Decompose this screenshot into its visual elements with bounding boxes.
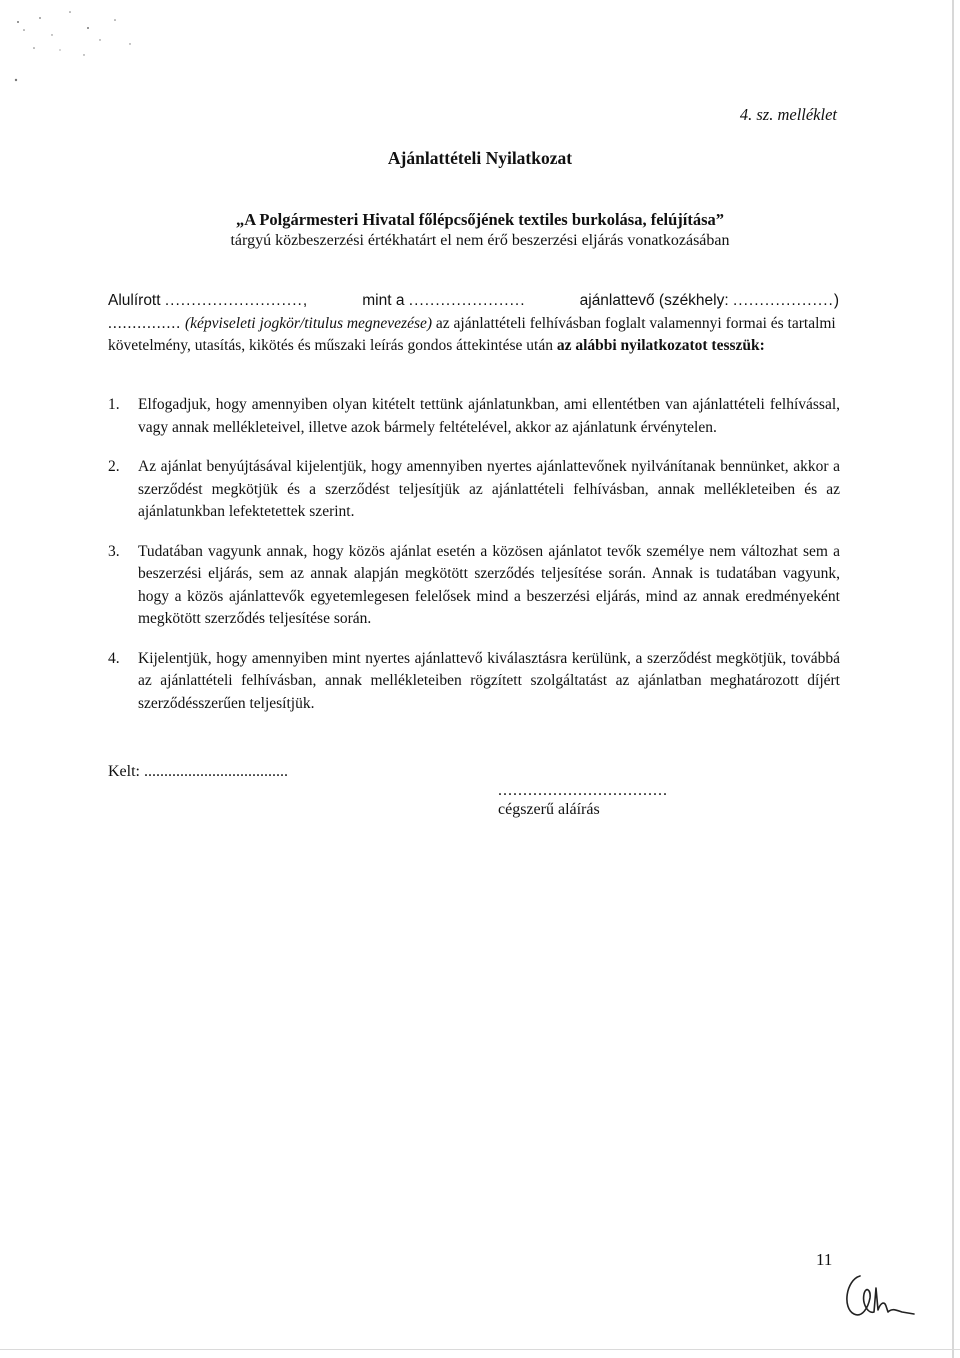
scan-noise (0, 0, 160, 90)
scan-bottom-edge (0, 1349, 960, 1350)
document-title: Ajánlattételi Nyilatkozat (387, 148, 573, 168)
intro-body (108, 313, 840, 358)
signature-label: cégszerű aláírás (498, 801, 600, 818)
list-item (108, 394, 840, 439)
name-blank: .........................., (164, 292, 309, 309)
intro-bold: az alábbi nyilatkozatot tesszük: (556, 337, 765, 354)
item-number: 1. (108, 396, 120, 413)
intro-rest: az ajánlattételi felhívásban foglalt valamennyi formai és tartalmi követelmény, utasítás, kikötés és műszaki leírás gondos áttekintése után (108, 314, 836, 354)
item-text: Elfogadjuk, hogy amennyiben olyan kitételt tettünk ajánlatunkban, ami ellentétben van ajánlattételi felhívással, vagy annak mellékleteivel, illetve azok bármely feltételével, akkor az ajánlatunk érvénytelen. (138, 396, 840, 436)
list-item (108, 648, 840, 716)
item-text: Tudatában vagyunk annak, hogy közös ajánlat esetén a közösen ajánlatot tevők személye nem változhat sem a beszerzési eljárás, sem az annak alapján megkötött szerződés teljesítése során. Annak is tudatában vagyunk, hogy a közös ajánlattevők egyetemlegesen felelősek mind a beszerzési eljárás, mind az annak eredményeként megkötött szerződés teljesítése során. (138, 542, 840, 627)
subject-line-1: „A Polgármesteri Hivatal főlépcsőjének textiles burkolása, felújítása” (235, 210, 725, 229)
representative-italic: (képviseleti jogkör/titulus megnevezése) (185, 314, 433, 332)
list-item (108, 541, 840, 631)
item-number: 4. (108, 649, 120, 667)
alulirott-label: Alulírott (108, 292, 161, 309)
declaration-list (108, 394, 840, 732)
item-text: Az ajánlat benyújtásával kijelentjük, hogy amennyiben nyertes ajánlattevőnek nyilvánítanak bennünket, akkor a szerződést megkötjük és a szerződést teljesítjük az ajánlattételi felhívásban, annak mellékleteiben és az ajánlatunkban lefektetettek szerint. (138, 458, 840, 520)
intro-paragraph (108, 290, 840, 358)
representative-blank: ............... (108, 314, 182, 332)
item-text: Kijelentjük, hogy amennyiben mint nyertes ajánlattevő kiválasztásra kerülünk, a szerződést megkötjük, továbbá az ajánlattételi felhívásban, annak mellékleteiben rögzített szolgáltatást az ajánlatban meghatározott díjért szerződésszerűen teljesítjük. (138, 649, 840, 712)
handwritten-initials (838, 1268, 918, 1328)
company-blank: ...................... (408, 292, 526, 309)
subject-line-2: tárgyú közbeszerzési értékhatárt el nem érő beszerzési eljárás vonatkozásában (230, 232, 730, 249)
mint-a-label: mint a (362, 292, 405, 309)
item-number: 2. (108, 458, 120, 475)
seat-blank: ...................) (733, 292, 840, 309)
signature-line: .................................. (498, 782, 668, 799)
date-line: Kelt: .................................... (108, 763, 288, 780)
scan-right-edge (952, 0, 954, 1358)
intro-first-line (108, 290, 840, 313)
annex-label: 4. sz. melléklet (739, 105, 837, 124)
item-number: 3. (108, 542, 120, 560)
list-item (108, 456, 840, 524)
page-number: 11 (816, 1250, 833, 1269)
ajanlattevo-label: ajánlattevő (székhely: (579, 292, 729, 309)
